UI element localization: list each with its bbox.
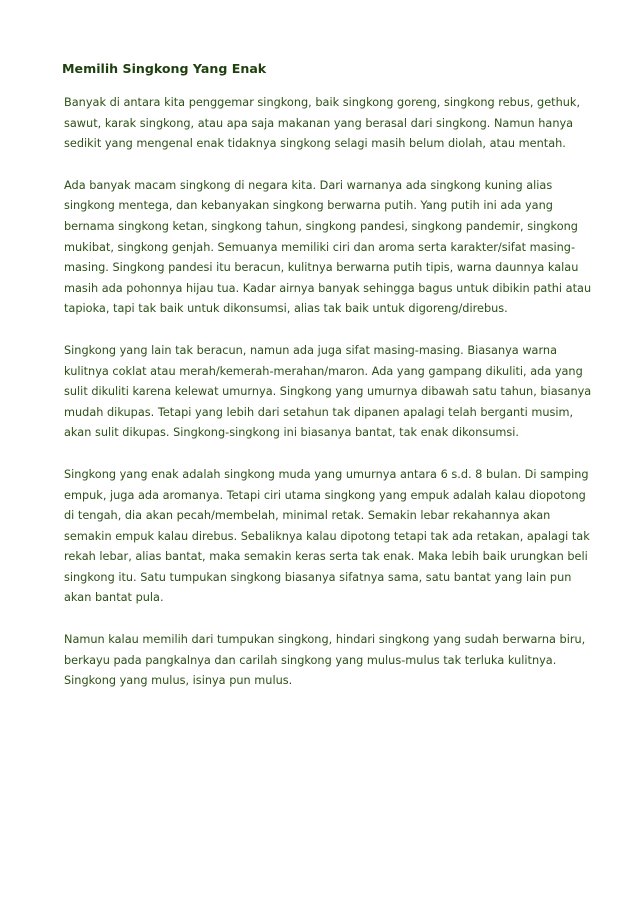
text-line: singkong mentega, dan kebanyakan singkong berwarna putih. Yang putih ini ada yang (64, 199, 553, 213)
text-line: Banyak di antara kita penggemar singkong, baik singkong goreng, singkong rebus, gethuk, (64, 96, 581, 109)
text-line: sawut, karak singkong, atau apa saja makanan yang berasal dari singkong. Namun hanya (64, 116, 574, 130)
text-line: akan bantat pula. (64, 591, 164, 605)
text-line: semakin empuk kalau direbus. Sebaliknya kalau dipotong tetapi tak ada retakan, apalagi tak (64, 529, 590, 543)
text-line: mudah dikupas. Tetapi yang lebih dari setahun tak dipanen apalagi telah berganti musim, (64, 405, 574, 419)
text-line: singkong itu. Satu tumpukan singkong biasanya sifatnya sama, satu bantat yang lain pun (64, 570, 572, 584)
paragraph-5 (64, 630, 586, 692)
text-line: Singkong yang mulus, isinya pun mulus. (64, 674, 293, 688)
document-title: Memilih Singkong Yang Enak (62, 61, 267, 76)
text-line: rekah lebar, alias bantat, maka semakin keras serta tak enak. Maka lebih baik urungkan beli (64, 550, 588, 564)
text-line: kulitnya coklat atau merah/kemerah-merahan/maron. Ada yang gampang dikuliti, ada yang (64, 364, 583, 378)
text-line: sedikit yang mengenal enak tidaknya singkong selagi masih belum diolah, atau mentah. (64, 137, 566, 151)
text-line: akan sulit dikupas. Singkong-singkong ini biasanya bantat, tak enak dikonsumsi. (64, 426, 520, 440)
text-line: masih ada pohonnya hijau tua. Kadar airnya banyak sehingga bagus untuk dibikin pathi atau (64, 281, 592, 295)
paragraph-3 (64, 341, 592, 444)
text-line: empuk, juga ada aromanya. Tetapi ciri utama singkong yang empuk adalah kalau diopotong (64, 488, 586, 502)
text-line: di tengah, dia akan pecah/membelah, minimal retak. Semakin lebar rekahannya akan (64, 509, 551, 523)
paragraph-4 (64, 465, 590, 609)
text-line: Singkong yang lain tak beracun, namun ada juga sifat masing-masing. Biasanya warna (64, 343, 558, 357)
text-line: Singkong yang enak adalah singkong muda yang umurnya antara 6 s.d. 8 bulan. Di samping (64, 467, 589, 481)
text-line: bernama singkong ketan, singkong tahun, singkong pandesi, singkong pandemir, singkong (64, 219, 578, 233)
paragraph-1 (64, 93, 581, 155)
text-line: Namun kalau memilih dari tumpukan singkong, hindari singkong yang sudah berwarna biru, (64, 633, 586, 647)
text-line: berkayu pada pangkalnya dan carilah singkong yang mulus-mulus tak terluka kulitnya. (64, 653, 557, 667)
text-line: sulit dikuliti karena kelewat umurnya. Singkong yang umurnya dibawah satu tahun, biasanya (64, 385, 592, 399)
text-line: Ada banyak macam singkong di negara kita. Dari warnanya ada singkong kuning alias (64, 178, 553, 192)
paragraph-2 (64, 176, 592, 320)
text-line: mukibat, singkong genjah. Semuanya memiliki ciri dan aroma serta karakter/sifat masing- (64, 240, 576, 254)
document-body (64, 93, 592, 713)
text-line: masing. Singkong pandesi itu beracun, kulitnya berwarna putih tipis, warna daunnya kalau (64, 261, 579, 275)
text-line: tapioka, tapi tak baik untuk dikonsumsi, alias tak baik untuk digoreng/direbus. (64, 302, 508, 316)
